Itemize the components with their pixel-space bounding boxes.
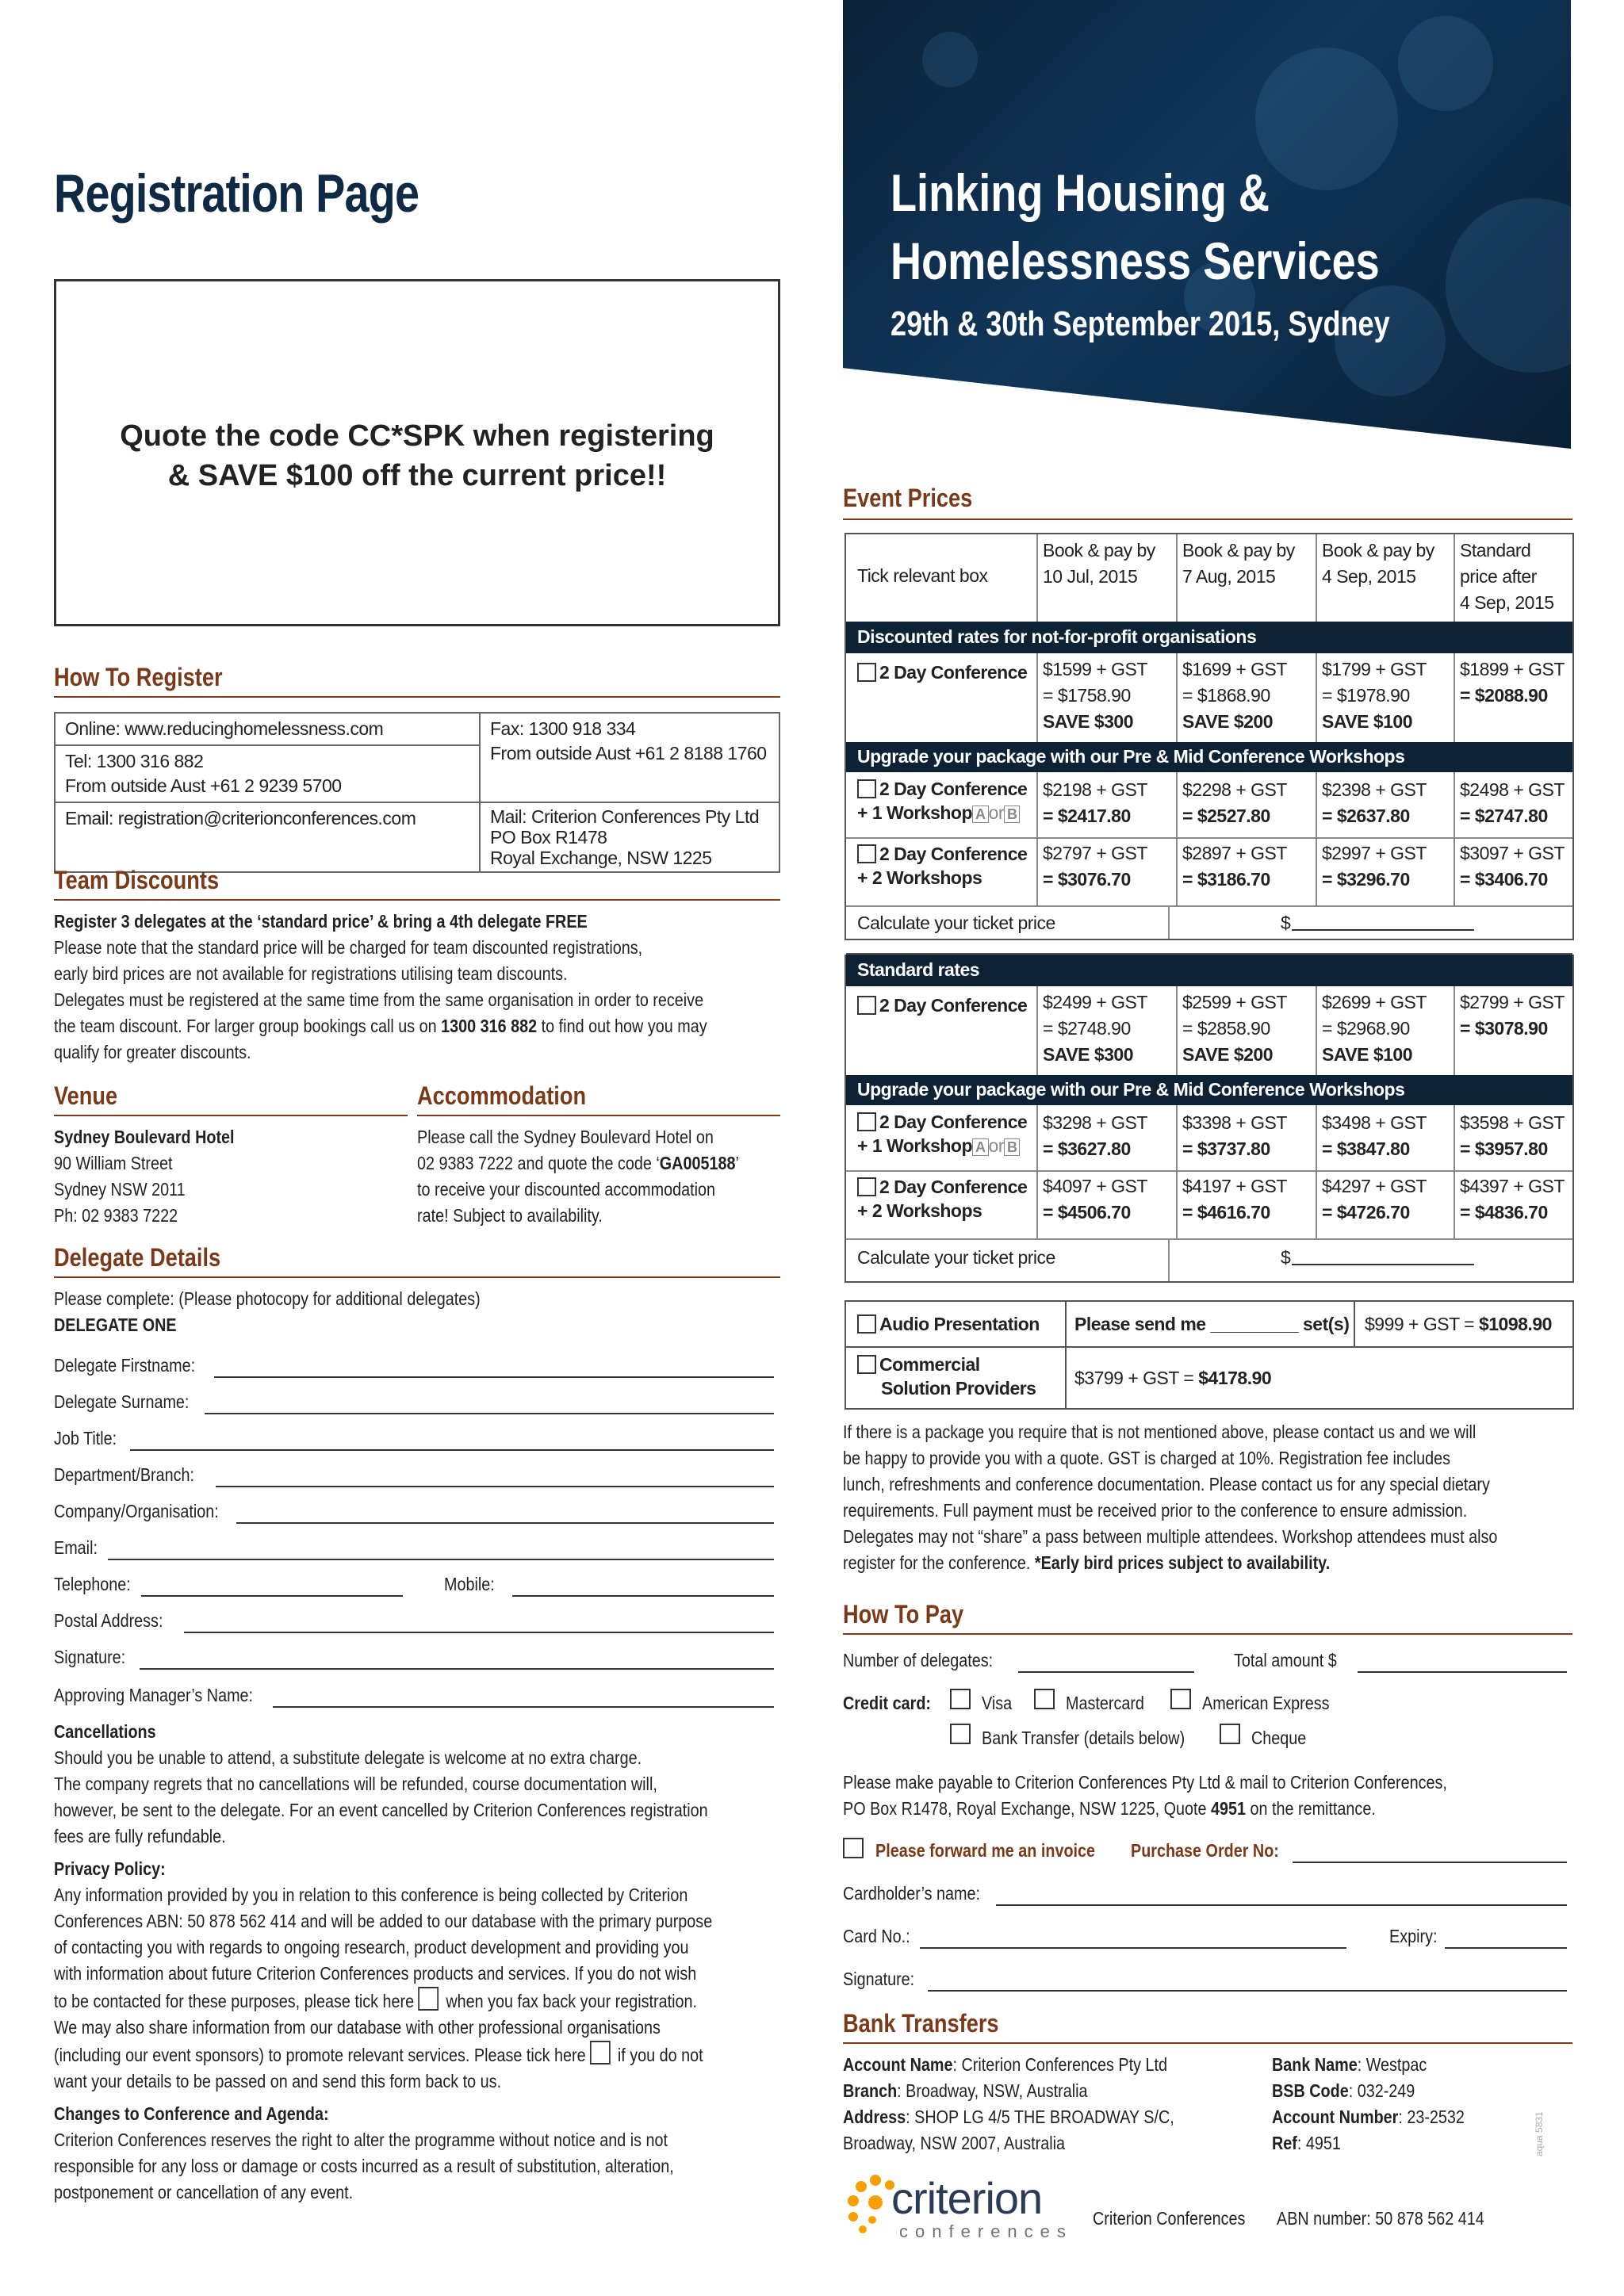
team-discounts-heading: Team Discounts: [54, 866, 220, 894]
surname-label: Delegate Surname:: [54, 1391, 190, 1412]
how-to-register-heading: How To Register: [54, 663, 223, 691]
price-cell: $2997 + GST = $3296.70: [1322, 843, 1427, 890]
price-col-3: Book & pay by 4 Sep, 2015: [1322, 540, 1434, 587]
accommodation-text-3: to receive your discounted accommodation: [417, 1179, 716, 1200]
address-line-2: Broadway, NSW 2007, Australia: [843, 2133, 1065, 2153]
privacy-text-4: with information about future Criterion Conferences products and services. If you do not wish: [54, 1963, 697, 1984]
mastercard-checkbox[interactable]: [1034, 1689, 1055, 1709]
price-cell: $3097 + GST = $3406.70: [1460, 843, 1565, 890]
cancellations-text-2: The company regrets that no cancellations will be refunded, course documentation will,: [54, 1774, 657, 1794]
no-contact-checkbox[interactable]: [419, 1987, 439, 2011]
notes-text-2: be happy to provide you with a quote. GST is charged at 10%. Registration fee includes: [843, 1448, 1451, 1468]
email-cell[interactable]: Email: registration@criterionconferences.com: [55, 802, 480, 872]
divider: [54, 899, 780, 901]
standard-rates-band: Standard rates: [846, 955, 1572, 986]
price-cell: $1799 + GST = $1978.90 SAVE $100: [1322, 659, 1427, 732]
how-to-pay-heading: How To Pay: [843, 1600, 964, 1628]
amex-checkbox[interactable]: [1170, 1689, 1191, 1709]
team-text-2: early bird prices are not available for registrations utilising team discounts.: [54, 963, 568, 984]
mail-cell: Mail: Criterion Conferences Pty Ltd PO Box R1478 Royal Exchange, NSW 1225: [480, 802, 779, 872]
price-table: [845, 533, 1574, 1283]
price-cell: $4197 + GST = $4616.70: [1182, 1176, 1287, 1223]
price-cell: $2198 + GST = $2417.80: [1043, 779, 1147, 826]
calculate-price-field[interactable]: [1292, 1264, 1474, 1265]
accommodation-heading: Accommodation: [417, 1081, 587, 1110]
changes-heading: Changes to Conference and Agenda:: [54, 2103, 329, 2124]
notes-text-4: requirements. Full payment must be received prior to the conference to ensure admission.: [843, 1500, 1468, 1521]
checkbox[interactable]: [857, 996, 876, 1015]
standard-2day-option[interactable]: 2 Day Conference: [857, 993, 1027, 1019]
price-cell: $3598 + GST = $3957.80: [1460, 1112, 1565, 1159]
team-text-5: qualify for greater discounts.: [54, 1042, 251, 1062]
signature-field[interactable]: [140, 1644, 774, 1670]
divider: [843, 2042, 1572, 2044]
invoice-checkbox[interactable]: [843, 1838, 864, 1858]
checkbox[interactable]: [857, 663, 876, 682]
privacy-text-8: want your details to be passed on and send this form back to us.: [54, 2071, 502, 2091]
bank-transfers-heading: Bank Transfers: [843, 2009, 999, 2038]
audio-price: $999 + GST = $1098.90: [1365, 1314, 1552, 1334]
price-cell: $2799 + GST = $3078.90: [1460, 992, 1565, 1039]
purchase-order-label: Purchase Order No:: [1131, 1840, 1279, 1861]
calculate-price-field[interactable]: [1292, 929, 1474, 931]
price-cell: $4397 + GST = $4836.70: [1460, 1176, 1565, 1223]
account-name: Account Name: Criterion Conferences Pty Ltd: [843, 2054, 1167, 2075]
telephone-label: Telephone:: [54, 1574, 131, 1594]
checkbox[interactable]: [857, 1355, 876, 1374]
privacy-text-2: Conferences ABN: 50 878 562 414 and will be added to our database with the primary purpose: [54, 1911, 713, 1931]
privacy-heading: Privacy Policy:: [54, 1858, 166, 1879]
price-cell: $2499 + GST = $2748.90 SAVE $300: [1043, 992, 1147, 1065]
footer-company: Criterion Conferences: [1093, 2208, 1246, 2229]
audio-option[interactable]: Audio Presentation: [857, 1311, 1040, 1337]
dollar-sign: $: [1281, 1247, 1291, 1268]
cheque-label: Cheque: [1251, 1728, 1307, 1748]
accommodation-text-4: rate! Subject to availability.: [417, 1205, 603, 1226]
price-cell: $1599 + GST = $1758.90 SAVE $300: [1043, 659, 1147, 732]
cancellations-text-1: Should you be unable to attend, a substitute delegate is welcome at no extra charge.: [54, 1747, 642, 1768]
cardholder-label: Cardholder’s name:: [843, 1883, 980, 1904]
commercial-price: $3799 + GST = $4178.90: [1074, 1368, 1272, 1388]
price-cell: $2897 + GST = $3186.70: [1182, 843, 1287, 890]
surname-field[interactable]: [205, 1389, 774, 1414]
promo-line-2: & SAVE $100 off the current price!!: [167, 459, 667, 492]
event-date: 29th & 30th September 2015, Sydney: [891, 304, 1390, 343]
venue-address-1: 90 William Street: [54, 1153, 173, 1173]
price-cell: $1899 + GST = $2088.90: [1460, 659, 1565, 706]
upgrade-band-standard: Upgrade your package with our Pre & Mid Conference Workshops: [846, 1075, 1572, 1105]
privacy-text-7: (including our event sponsors) to promote relevant services. Please tick here if you do not: [54, 2041, 712, 2068]
price-col-2: Book & pay by 7 Aug, 2015: [1182, 540, 1295, 587]
calculate-price-label: Calculate your ticket price: [857, 913, 1055, 933]
extras-table: [845, 1300, 1574, 1410]
notes-text-6: register for the conference. *Early bird prices subject to availability.: [843, 1552, 1331, 1573]
payable-text-1: Please make payable to Criterion Conferences Pty Ltd & mail to Criterion Conferences,: [843, 1772, 1447, 1793]
pay-signature-label: Signature:: [843, 1969, 915, 1989]
event-prices-heading: Event Prices: [843, 484, 973, 512]
telephone-field[interactable]: [141, 1571, 403, 1597]
delegate-details-heading: Delegate Details: [54, 1243, 221, 1272]
discounted-2workshops-option[interactable]: 2 Day Conference + 2 Workshops: [857, 844, 1028, 888]
bsb-code: BSB Code: 032-249: [1272, 2080, 1415, 2101]
price-cell: $2599 + GST = $2858.90 SAVE $200: [1182, 992, 1287, 1065]
card-number-field[interactable]: [920, 1923, 1346, 1949]
manager-label: Approving Manager’s Name:: [54, 1685, 254, 1705]
discounted-2day-option[interactable]: 2 Day Conference: [857, 660, 1027, 686]
page-title: Registration Page: [54, 163, 419, 224]
commercial-option[interactable]: Commercial Solution Providers: [857, 1353, 1036, 1400]
firstname-field[interactable]: [214, 1353, 774, 1378]
discounted-1workshop-option[interactable]: 2 Day Conference + 1 Workshop A or B: [857, 779, 1028, 823]
divider: [417, 1115, 780, 1116]
logo-subtitle: conferences: [899, 2221, 1073, 2241]
calculate-price-label: Calculate your ticket price: [857, 1247, 1055, 1268]
mobile-field[interactable]: [512, 1571, 774, 1597]
total-amount-label: Total amount $: [1234, 1650, 1337, 1670]
contact-table: [54, 712, 780, 873]
cardholder-field[interactable]: [996, 1881, 1567, 1906]
notes-text-5: Delegates may not “share” a pass between multiple attendees. Workshop attendees must also: [843, 1526, 1498, 1547]
fax-cell: Fax: 1300 918 334 From outside Aust +61 2 8188 1760: [480, 713, 779, 802]
checkbox[interactable]: [857, 1112, 876, 1131]
bank-name: Bank Name: Westpac: [1272, 2054, 1427, 2075]
price-cell: $3298 + GST = $3627.80: [1043, 1112, 1147, 1159]
department-field[interactable]: [216, 1462, 774, 1487]
card-number-label: Card No.:: [843, 1926, 910, 1946]
visa-label: Visa: [982, 1693, 1013, 1713]
audio-sets-field[interactable]: Please send me _________ set(s): [1074, 1314, 1350, 1334]
price-col-1: Book & pay by 10 Jul, 2015: [1043, 540, 1155, 587]
notes-text-3: lunch, refreshments and conference documentation. Please contact us for any special dietary: [843, 1474, 1490, 1494]
num-delegates-label: Number of delegates:: [843, 1650, 994, 1670]
mastercard-label: Mastercard: [1066, 1693, 1144, 1713]
divider: [843, 519, 1572, 520]
privacy-text-5: to be contacted for these purposes, please tick here when you fax back your registration.: [54, 1987, 712, 2015]
divider: [843, 1633, 1572, 1635]
standard-2workshops-option[interactable]: 2 Day Conference + 2 Workshops: [857, 1177, 1028, 1221]
price-cell: $2498 + GST = $2747.80: [1460, 779, 1565, 826]
team-text-4: the team discount. For larger group bookings call us on 1300 316 882 to find out how you may: [54, 1016, 707, 1036]
price-cell: $3498 + GST = $3847.80: [1322, 1112, 1427, 1159]
price-cell: $1699 + GST = $1868.90 SAVE $200: [1182, 659, 1287, 732]
cheque-checkbox[interactable]: [1220, 1724, 1240, 1744]
notes-text-1: If there is a package you require that is not mentioned above, please contact us and we will: [843, 1422, 1477, 1442]
bank-transfer-label: Bank Transfer (details below): [982, 1728, 1185, 1748]
divider: [54, 696, 780, 698]
credit-card-label: Credit card:: [843, 1693, 932, 1713]
cancellations-text-4: fees are fully refundable.: [54, 1826, 226, 1846]
delegate-one-label: DELEGATE ONE: [54, 1314, 177, 1335]
venue-phone: Ph: 02 9383 7222: [54, 1205, 178, 1226]
price-cell: $2398 + GST = $2637.80: [1322, 779, 1427, 826]
checkbox[interactable]: [857, 1314, 876, 1334]
price-cell: $4097 + GST = $4506.70: [1043, 1176, 1147, 1223]
event-title: Linking Housing & Homelessness Services: [891, 163, 1380, 290]
email-field[interactable]: [108, 1535, 774, 1560]
tel-cell: Tel: 1300 316 882 From outside Aust +61 2 9239 5700: [55, 745, 480, 802]
company-field[interactable]: [236, 1498, 774, 1524]
privacy-text-6: We may also share information from our database with other professional organisations: [54, 2017, 661, 2038]
bank-transfer-checkbox[interactable]: [950, 1724, 971, 1744]
team-text-1: Please note that the standard price will be charged for team discounted registrations,: [54, 937, 643, 958]
price-cell: $2298 + GST = $2527.80: [1182, 779, 1287, 826]
purchase-order-field[interactable]: [1293, 1838, 1567, 1863]
account-number: Account Number: 23-2532: [1272, 2107, 1465, 2127]
price-cell: $2699 + GST = $2968.90 SAVE $100: [1322, 992, 1427, 1065]
checkbox[interactable]: [857, 779, 876, 798]
delegate-intro: Please complete: (Please photocopy for additional delegates): [54, 1288, 481, 1309]
dollar-sign: $: [1281, 913, 1291, 933]
tick-relevant-box-label: Tick relevant box: [857, 565, 988, 586]
postal-label: Postal Address:: [54, 1610, 163, 1631]
payable-text-2: PO Box R1478, Royal Exchange, NSW 1225, Quote 4951 on the remittance.: [843, 1798, 1376, 1819]
discounted-rates-band: Discounted rates for not-for-profit organisations: [846, 622, 1572, 653]
email-label: Email:: [54, 1537, 98, 1558]
changes-text-1: Criterion Conferences reserves the right to alter the programme without notice and is not: [54, 2130, 668, 2150]
amex-label: American Express: [1202, 1693, 1330, 1713]
promo-line-1: Quote the code CC*SPK when registering: [120, 419, 714, 453]
expiry-label: Expiry:: [1389, 1926, 1438, 1946]
upgrade-band: Upgrade your package with our Pre & Mid Conference Workshops: [846, 742, 1572, 772]
team-offer: Register 3 delegates at the ‘standard price’ & bring a 4th delegate FREE: [54, 911, 588, 932]
standard-1workshop-option[interactable]: 2 Day Conference + 1 Workshop A or B: [857, 1112, 1028, 1156]
address: Address: SHOP LG 4/5 THE BROADWAY S/C,: [843, 2107, 1174, 2127]
privacy-text-1: Any information provided by you in relation to this conference is being collected by Criterion: [54, 1885, 688, 1905]
signature-label: Signature:: [54, 1647, 126, 1667]
reference: Ref: 4951: [1272, 2133, 1341, 2153]
manager-field[interactable]: [273, 1682, 774, 1708]
divider: [54, 1115, 408, 1116]
postal-field[interactable]: [184, 1608, 774, 1633]
promo-box: [54, 279, 780, 626]
print-code: aqua 5831: [1534, 2111, 1545, 2156]
no-share-checkbox[interactable]: [590, 2041, 611, 2064]
visa-checkbox[interactable]: [950, 1689, 971, 1709]
department-label: Department/Branch:: [54, 1464, 195, 1485]
privacy-text-3: of contacting you with regards to ongoing research, product development and providing you: [54, 1937, 689, 1957]
price-col-4: Standard price after 4 Sep, 2015: [1460, 540, 1554, 613]
price-cell: $2797 + GST = $3076.70: [1043, 843, 1147, 890]
mobile-label: Mobile:: [444, 1574, 495, 1594]
logo-wordmark: criterion: [891, 2173, 1043, 2223]
checkbox[interactable]: [857, 844, 876, 863]
firstname-label: Delegate Firstname:: [54, 1355, 196, 1376]
changes-text-3: postponement or cancellation of any event.: [54, 2182, 354, 2202]
cancellations-text-3: however, be sent to the delegate. For an event cancelled by Criterion Conferences registration: [54, 1800, 708, 1820]
invoice-label: Please forward me an invoice: [875, 1840, 1096, 1861]
online-cell[interactable]: Online: www.reducinghomelessness.com: [55, 713, 480, 745]
cancellations-heading: Cancellations: [54, 1721, 156, 1742]
team-text-3: Delegates must be registered at the same time from the same organisation in order to receive: [54, 989, 704, 1010]
job-title-label: Job Title:: [54, 1428, 117, 1448]
venue-address-2: Sydney NSW 2011: [54, 1179, 186, 1200]
changes-text-2: responsible for any loss or damage or costs incurred as a result of substitution, alteration,: [54, 2156, 674, 2176]
branch: Branch: Broadway, NSW, Australia: [843, 2080, 1088, 2101]
checkbox[interactable]: [857, 1177, 876, 1196]
footer-abn: ABN number: 50 878 562 414: [1277, 2208, 1484, 2229]
pay-signature-field[interactable]: [928, 1966, 1567, 1992]
venue-name: Sydney Boulevard Hotel: [54, 1127, 235, 1147]
price-cell: $4297 + GST = $4726.70: [1322, 1176, 1427, 1223]
company-label: Company/Organisation:: [54, 1501, 219, 1521]
expiry-field[interactable]: [1445, 1923, 1567, 1949]
job-title-field[interactable]: [130, 1425, 774, 1451]
total-amount-field[interactable]: [1358, 1647, 1567, 1673]
num-delegates-field[interactable]: [1018, 1647, 1194, 1673]
venue-heading: Venue: [54, 1081, 118, 1110]
accommodation-text-2: 02 9383 7222 and quote the code ‘GA005188’: [417, 1153, 739, 1173]
accommodation-text-1: Please call the Sydney Boulevard Hotel on: [417, 1127, 714, 1147]
divider: [54, 1276, 780, 1278]
price-cell: $3398 + GST = $3737.80: [1182, 1112, 1287, 1159]
